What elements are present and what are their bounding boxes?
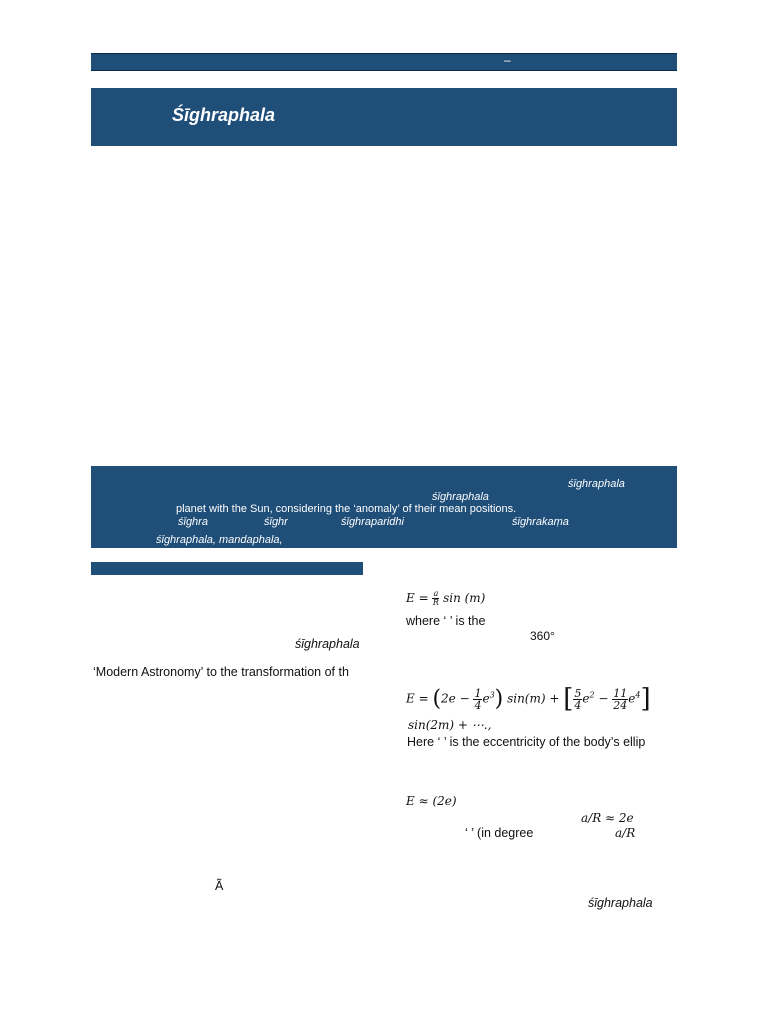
left-term: śīghraphala bbox=[295, 637, 360, 651]
here-text: Here ‘ ’ is the eccentricity of the body’s ellip bbox=[407, 735, 646, 749]
left-char: Ã bbox=[215, 879, 224, 893]
right-term: śīghraphala bbox=[588, 896, 653, 910]
equation-3: E ≈ (2e) bbox=[406, 794, 457, 808]
abstract-term-paridhi: śīghraparidhi bbox=[341, 516, 404, 528]
title-band bbox=[91, 88, 677, 146]
equation-2: E = (2e − $\frac{1}{4}$ $e^3$) sin(m) + [ $\frac{5}{4}$ $e^2$ − $\frac{11}{24}$ $e^4$] bbox=[406, 684, 651, 714]
section-heading-bar bbox=[91, 562, 363, 575]
header-dash: – bbox=[504, 53, 511, 67]
abstract-term-2: śīghraphala bbox=[432, 491, 489, 503]
abstract-terms-line: śīghraphala, mandaphala, bbox=[156, 534, 283, 546]
equation-2-continued: sin(2m) + ⋯., bbox=[408, 718, 492, 732]
abstract-term-1: śīghraphala bbox=[568, 478, 625, 490]
left-sentence: ‘Modern Astronomy’ to the transformation of th bbox=[93, 665, 349, 679]
abstract-term-sighr: śīghr bbox=[264, 516, 288, 528]
page-title: Śīghraphala bbox=[172, 105, 276, 125]
abstract-term-sighra: śīghra bbox=[178, 516, 208, 528]
abstract-band bbox=[91, 466, 677, 548]
header-band bbox=[91, 53, 677, 71]
degree-value: 360° bbox=[530, 629, 555, 643]
where-text: where ‘ ’ is the bbox=[406, 614, 486, 628]
in-degree-text: ‘ ’ (in degree bbox=[465, 826, 534, 840]
approx-relation: a/R ≈ 2e bbox=[581, 811, 634, 825]
equation-1: E = $\frac{a}{R}$ sin (m) bbox=[406, 589, 486, 607]
abstract-term-karna: śīghrakaṃa bbox=[512, 516, 569, 528]
a-over-r: a/R bbox=[615, 826, 636, 840]
abstract-sentence: planet with the Sun, considering the ‘anomaly’ of their mean positions. bbox=[176, 503, 517, 515]
